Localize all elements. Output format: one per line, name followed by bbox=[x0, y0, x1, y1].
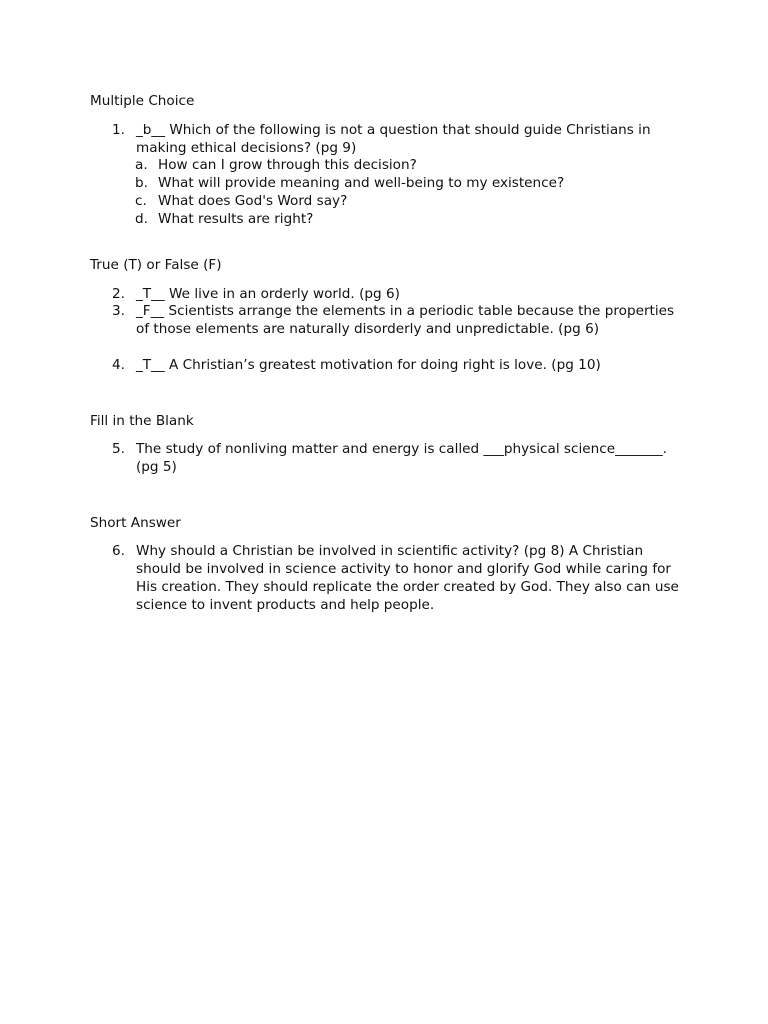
option-text: What results are right? bbox=[158, 211, 314, 227]
option-b bbox=[135, 174, 675, 192]
section-heading-short-answer: Short Answer bbox=[90, 515, 181, 531]
question-number: 3. bbox=[112, 303, 125, 319]
option-letter: c. bbox=[135, 193, 147, 209]
question-6 bbox=[112, 542, 682, 614]
option-c bbox=[135, 192, 675, 210]
question-1 bbox=[112, 121, 682, 157]
option-letter: a. bbox=[135, 157, 148, 173]
question-text: _T__ A Christian’s greatest motivation for doing right is love. (pg 10) bbox=[136, 357, 601, 373]
option-a bbox=[135, 156, 675, 174]
option-letter: b. bbox=[135, 175, 148, 191]
question-number: 2. bbox=[112, 286, 125, 302]
option-text: What will provide meaning and well-being to my existence? bbox=[158, 175, 565, 191]
option-d bbox=[135, 210, 675, 228]
option-text: How can I grow through this decision? bbox=[158, 157, 417, 173]
section-heading-true-false: True (T) or False (F) bbox=[90, 257, 222, 273]
question-5 bbox=[112, 440, 682, 476]
question-3 bbox=[112, 302, 682, 338]
question-number: 1. bbox=[112, 122, 125, 138]
option-letter: d. bbox=[135, 211, 148, 227]
section-heading-fill-blank: Fill in the Blank bbox=[90, 413, 194, 429]
question-number: 4. bbox=[112, 357, 125, 373]
section-heading-multiple-choice: Multiple Choice bbox=[90, 93, 195, 109]
question-2 bbox=[112, 285, 682, 303]
question-text: Why should a Christian be involved in scientific activity? (pg 8) A Christian should be involved in science activity to honor and glorify God while caring for His creation. They should replicate the order created by God. They also can use science to invent products and help people. bbox=[136, 543, 679, 613]
question-number: 6. bbox=[112, 543, 125, 559]
question-4 bbox=[112, 356, 682, 374]
question-text: _F__ Scientists arrange the elements in a periodic table because the properties of those elements are naturally disorderly and unpredictable. (pg 6) bbox=[136, 303, 675, 337]
question-number: 5. bbox=[112, 441, 125, 457]
question-text: _T__ We live in an orderly world. (pg 6) bbox=[136, 286, 400, 302]
question-text: The study of nonliving matter and energy is called ___physical science_______. (pg 5) bbox=[136, 441, 667, 475]
question-text: _b__ Which of the following is not a question that should guide Christians in making ethical decisions? (pg 9) bbox=[136, 122, 651, 156]
option-text: What does God's Word say? bbox=[158, 193, 348, 209]
